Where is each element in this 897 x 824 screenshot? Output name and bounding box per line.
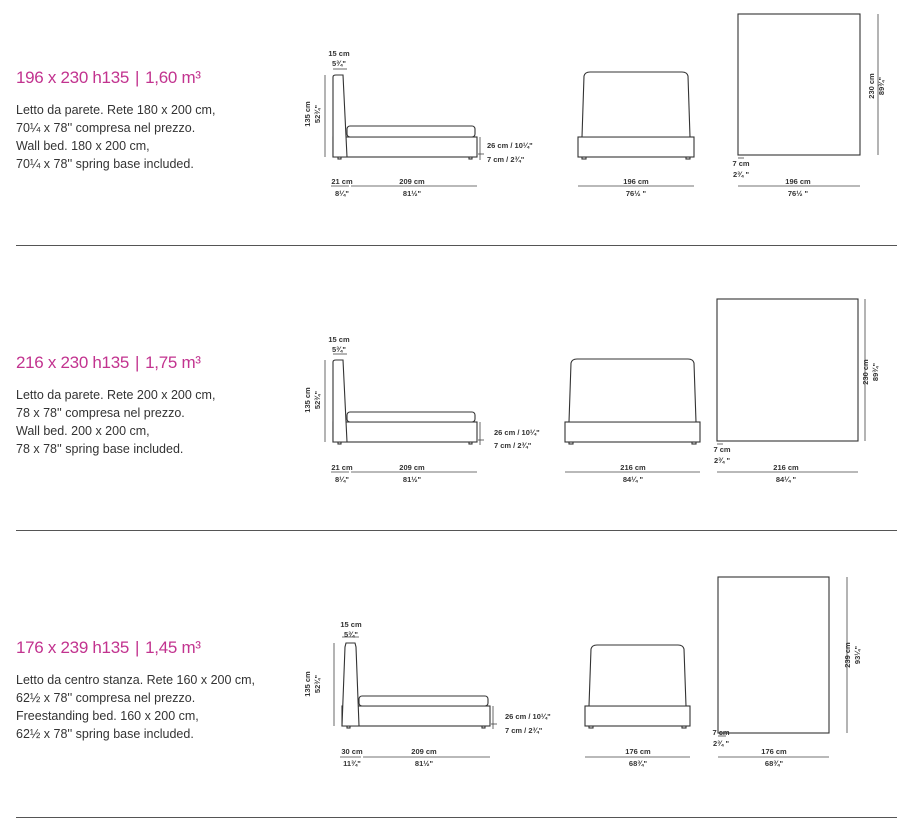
front-headboard bbox=[589, 645, 686, 706]
description-line: Wall bed. 180 x 200 cm, bbox=[16, 139, 150, 153]
front-width-cm: 216 cm bbox=[620, 463, 646, 472]
top-depth-cm: 239 cm bbox=[843, 642, 852, 668]
back-depth-cm: 21 cm bbox=[331, 463, 353, 472]
description-line: 78 x 78'' compresa nel prezzo. bbox=[16, 406, 185, 420]
title-dimensions: 196 x 230 h135 bbox=[16, 68, 130, 87]
description-line: Letto da parete. Rete 200 x 200 cm, bbox=[16, 388, 216, 402]
edge-in: 2¾ " bbox=[712, 739, 730, 748]
title-volume: 1,45 m³ bbox=[145, 638, 201, 657]
description-line: Wall bed. 200 x 200 cm, bbox=[16, 424, 150, 438]
top-width-cm: 196 cm bbox=[785, 177, 811, 186]
length-cm: 209 cm bbox=[399, 177, 425, 186]
length-cm: 209 cm bbox=[399, 463, 425, 472]
headboard-depth-cm: 15 cm bbox=[328, 335, 350, 344]
front-width-in: 76½ " bbox=[625, 189, 647, 198]
edge-in: 2¾ " bbox=[713, 456, 731, 465]
edge-cm: 7 cm bbox=[713, 445, 731, 454]
edge-cm: 7 cm bbox=[712, 728, 730, 737]
title-separator: | bbox=[135, 353, 140, 372]
top-width-cm: 176 cm bbox=[761, 747, 787, 756]
back-depth-cm: 30 cm bbox=[341, 747, 363, 756]
side-headboard bbox=[342, 643, 359, 726]
headboard-depth-in: 5¾" bbox=[344, 630, 358, 639]
title-dimensions: 216 x 230 h135 bbox=[16, 353, 130, 372]
length-in: 81½" bbox=[414, 759, 434, 768]
description-line: 70¼ x 78'' spring base included. bbox=[16, 157, 194, 171]
front-base bbox=[585, 706, 690, 726]
feet-height: 7 cm / 2¾" bbox=[505, 726, 543, 735]
top-width-in: 84¼ " bbox=[775, 475, 797, 484]
front-width-cm: 196 cm bbox=[623, 177, 649, 186]
edge-in: 2¾ " bbox=[732, 170, 750, 179]
height-cm: 135 cm bbox=[303, 671, 312, 697]
description-line: Letto da centro stanza. Rete 160 x 200 cm, bbox=[16, 673, 256, 687]
top-depth-in: 93¼" bbox=[853, 645, 862, 665]
top-width-cm: 216 cm bbox=[773, 463, 799, 472]
back-depth-cm: 21 cm bbox=[331, 177, 353, 186]
length-cm: 209 cm bbox=[411, 747, 437, 756]
side-base bbox=[342, 706, 490, 726]
top-depth-cm: 230 cm bbox=[867, 73, 876, 99]
headboard-depth-cm: 15 cm bbox=[340, 620, 362, 629]
height-in: 52¾" bbox=[313, 390, 322, 410]
description-line: 70¼ x 78'' compresa nel prezzo. bbox=[16, 121, 196, 135]
length-in: 81½" bbox=[402, 475, 422, 484]
front-width-in: 84¼ " bbox=[622, 475, 644, 484]
feet-height: 7 cm / 2¾" bbox=[494, 441, 532, 450]
description-line: 78 x 78'' spring base included. bbox=[16, 442, 184, 456]
title-separator: | bbox=[135, 68, 140, 87]
title-volume: 1,60 m³ bbox=[145, 68, 201, 87]
title-volume: 1,75 m³ bbox=[145, 353, 201, 372]
top-depth-in: 89¾" bbox=[877, 76, 886, 96]
top-depth-in: 89¾" bbox=[871, 362, 880, 382]
description-line: Freestanding bed. 160 x 200 cm, bbox=[16, 709, 199, 723]
length-in: 81½" bbox=[402, 189, 422, 198]
front-width-cm: 176 cm bbox=[625, 747, 651, 756]
headboard-depth-in: 5¾" bbox=[332, 345, 346, 354]
top-width-in: 68¾" bbox=[764, 759, 784, 768]
description-line: Letto da parete. Rete 180 x 200 cm, bbox=[16, 103, 216, 117]
top-outer-frame bbox=[718, 577, 829, 733]
top-depth-cm: 230 cm bbox=[861, 359, 870, 385]
height-in: 52¾" bbox=[313, 104, 322, 124]
top-width-in: 76½ " bbox=[787, 189, 809, 198]
height-cm: 135 cm bbox=[303, 101, 312, 127]
height-cm: 135 cm bbox=[303, 387, 312, 413]
base-height: 26 cm / 10¼" bbox=[494, 428, 540, 437]
headboard-depth-cm: 15 cm bbox=[328, 49, 350, 58]
back-depth-in: 8¼" bbox=[335, 189, 349, 198]
headboard-depth-in: 5¾" bbox=[332, 59, 346, 68]
section-divider bbox=[16, 817, 897, 818]
feet-height: 7 cm / 2¾" bbox=[487, 155, 525, 164]
description-line: 62½ x 78'' spring base included. bbox=[16, 727, 194, 741]
title-separator: | bbox=[135, 638, 140, 657]
back-depth-in: 11¾" bbox=[343, 759, 361, 768]
title-dimensions: 176 x 239 h135 bbox=[16, 638, 130, 657]
base-height: 26 cm / 10¼" bbox=[505, 712, 551, 721]
front-width-in: 68¾" bbox=[628, 759, 648, 768]
edge-cm: 7 cm bbox=[732, 159, 750, 168]
description-line: 62½ x 78'' compresa nel prezzo. bbox=[16, 691, 196, 705]
back-depth-in: 8¼" bbox=[335, 475, 349, 484]
height-in: 52¾" bbox=[313, 674, 322, 694]
base-height: 26 cm / 10¼" bbox=[487, 141, 533, 150]
side-mattress bbox=[359, 696, 488, 706]
